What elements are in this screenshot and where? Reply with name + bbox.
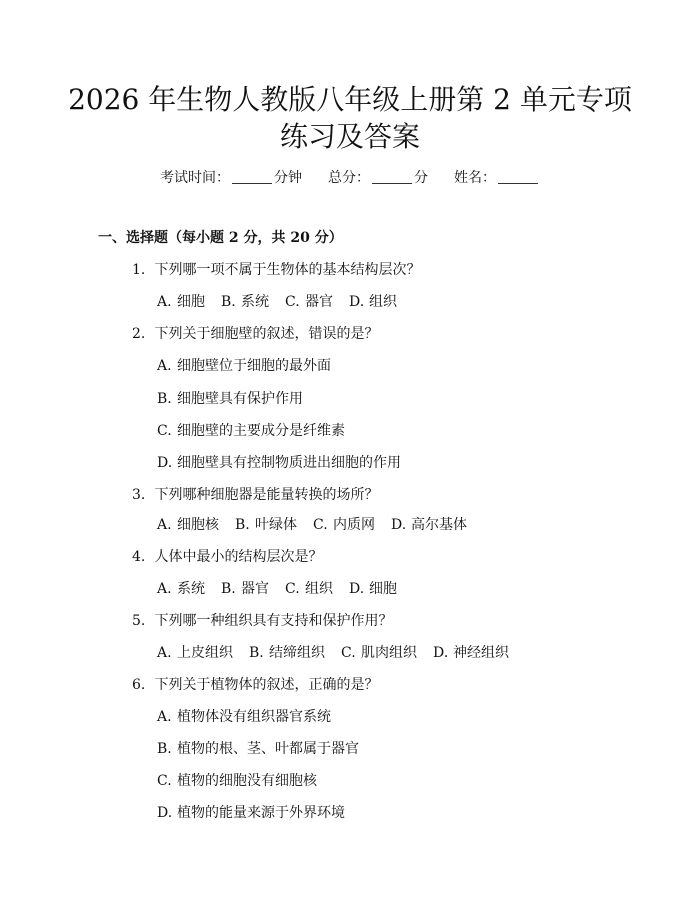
question-4-options xyxy=(157,578,413,600)
question-2 xyxy=(132,323,378,345)
option-a[interactable]: A. 系统 xyxy=(157,581,205,597)
score-label: 总分： xyxy=(328,170,370,186)
option-b[interactable]: B. 细胞壁具有保护作用 xyxy=(157,391,303,407)
question-5 xyxy=(132,610,392,632)
name-blank[interactable] xyxy=(498,169,538,184)
score-blank[interactable] xyxy=(372,169,412,184)
question-number: 5. xyxy=(132,613,146,629)
question-text: 下列哪一种组织具有支持和保护作用？ xyxy=(154,613,393,629)
option-a[interactable]: A. 细胞 xyxy=(157,294,205,310)
question-text: 下列关于细胞壁的叙述，错误的是？ xyxy=(154,326,379,342)
time-unit: 分钟 xyxy=(274,170,302,186)
question-text: 下列哪种细胞器是能量转换的场所？ xyxy=(154,487,379,503)
document-title-line-1: 2026 年生物人教版八年级上册第 2 单元专项 xyxy=(68,83,632,116)
option-b[interactable]: B. 结缔组织 xyxy=(249,645,325,661)
option-b[interactable]: B. 植物的根、茎、叶都属于器官 xyxy=(157,741,359,757)
question-6 xyxy=(132,674,378,696)
question-text: 下列关于植物体的叙述，正确的是？ xyxy=(154,677,379,693)
question-number: 1. xyxy=(132,262,146,278)
question-text: 下列哪一项不属于生物体的基本结构层次？ xyxy=(154,262,421,278)
option-a[interactable]: A. 细胞壁位于细胞的最外面 xyxy=(157,358,331,374)
question-text: 人体中最小的结构层次是？ xyxy=(154,549,323,565)
option-c[interactable]: C. 肌肉组织 xyxy=(341,645,417,661)
question-1 xyxy=(132,259,420,281)
exam-meta xyxy=(0,167,700,189)
question-number: 3. xyxy=(132,487,146,503)
option-c[interactable]: C. 植物的细胞没有细胞核 xyxy=(157,773,317,789)
option-c[interactable]: C. 器官 xyxy=(285,294,333,310)
option-b[interactable]: B. 叶绿体 xyxy=(235,517,297,533)
question-4 xyxy=(132,546,322,568)
question-number: 2. xyxy=(132,326,146,342)
option-d[interactable]: D. 细胞 xyxy=(349,581,397,597)
time-label: 考试时间： xyxy=(160,170,230,186)
question-5-options xyxy=(157,642,525,664)
option-c[interactable]: C. 组织 xyxy=(285,581,333,597)
option-b[interactable]: B. 器官 xyxy=(221,581,269,597)
question-1-options xyxy=(157,291,413,313)
option-b[interactable]: B. 系统 xyxy=(221,294,269,310)
time-blank[interactable] xyxy=(232,169,272,184)
question-3-options xyxy=(157,514,483,536)
option-d[interactable]: D. 神经组织 xyxy=(433,645,509,661)
option-c[interactable]: C. 内质网 xyxy=(313,517,375,533)
option-a[interactable]: A. 细胞核 xyxy=(157,517,219,533)
option-a[interactable]: A. 上皮组织 xyxy=(157,645,233,661)
option-c[interactable]: C. 细胞壁的主要成分是纤维素 xyxy=(157,423,345,439)
option-d[interactable]: D. 组织 xyxy=(349,294,397,310)
score-unit: 分 xyxy=(414,170,428,186)
question-number: 4. xyxy=(132,549,146,565)
document-title-line-2: 练习及答案 xyxy=(279,120,420,153)
option-d[interactable]: D. 高尔基体 xyxy=(391,517,467,533)
name-label: 姓名： xyxy=(454,170,496,186)
question-number: 6. xyxy=(132,677,146,693)
section-heading: 一、选择题（每小题 2 分，共 20 分） xyxy=(98,230,343,246)
option-a[interactable]: A. 植物体没有组织器官系统 xyxy=(157,709,331,725)
question-3 xyxy=(132,484,378,506)
option-d[interactable]: D. 细胞壁具有控制物质进出细胞的作用 xyxy=(157,455,401,471)
option-d[interactable]: D. 植物的能量来源于外界环境 xyxy=(157,805,345,821)
